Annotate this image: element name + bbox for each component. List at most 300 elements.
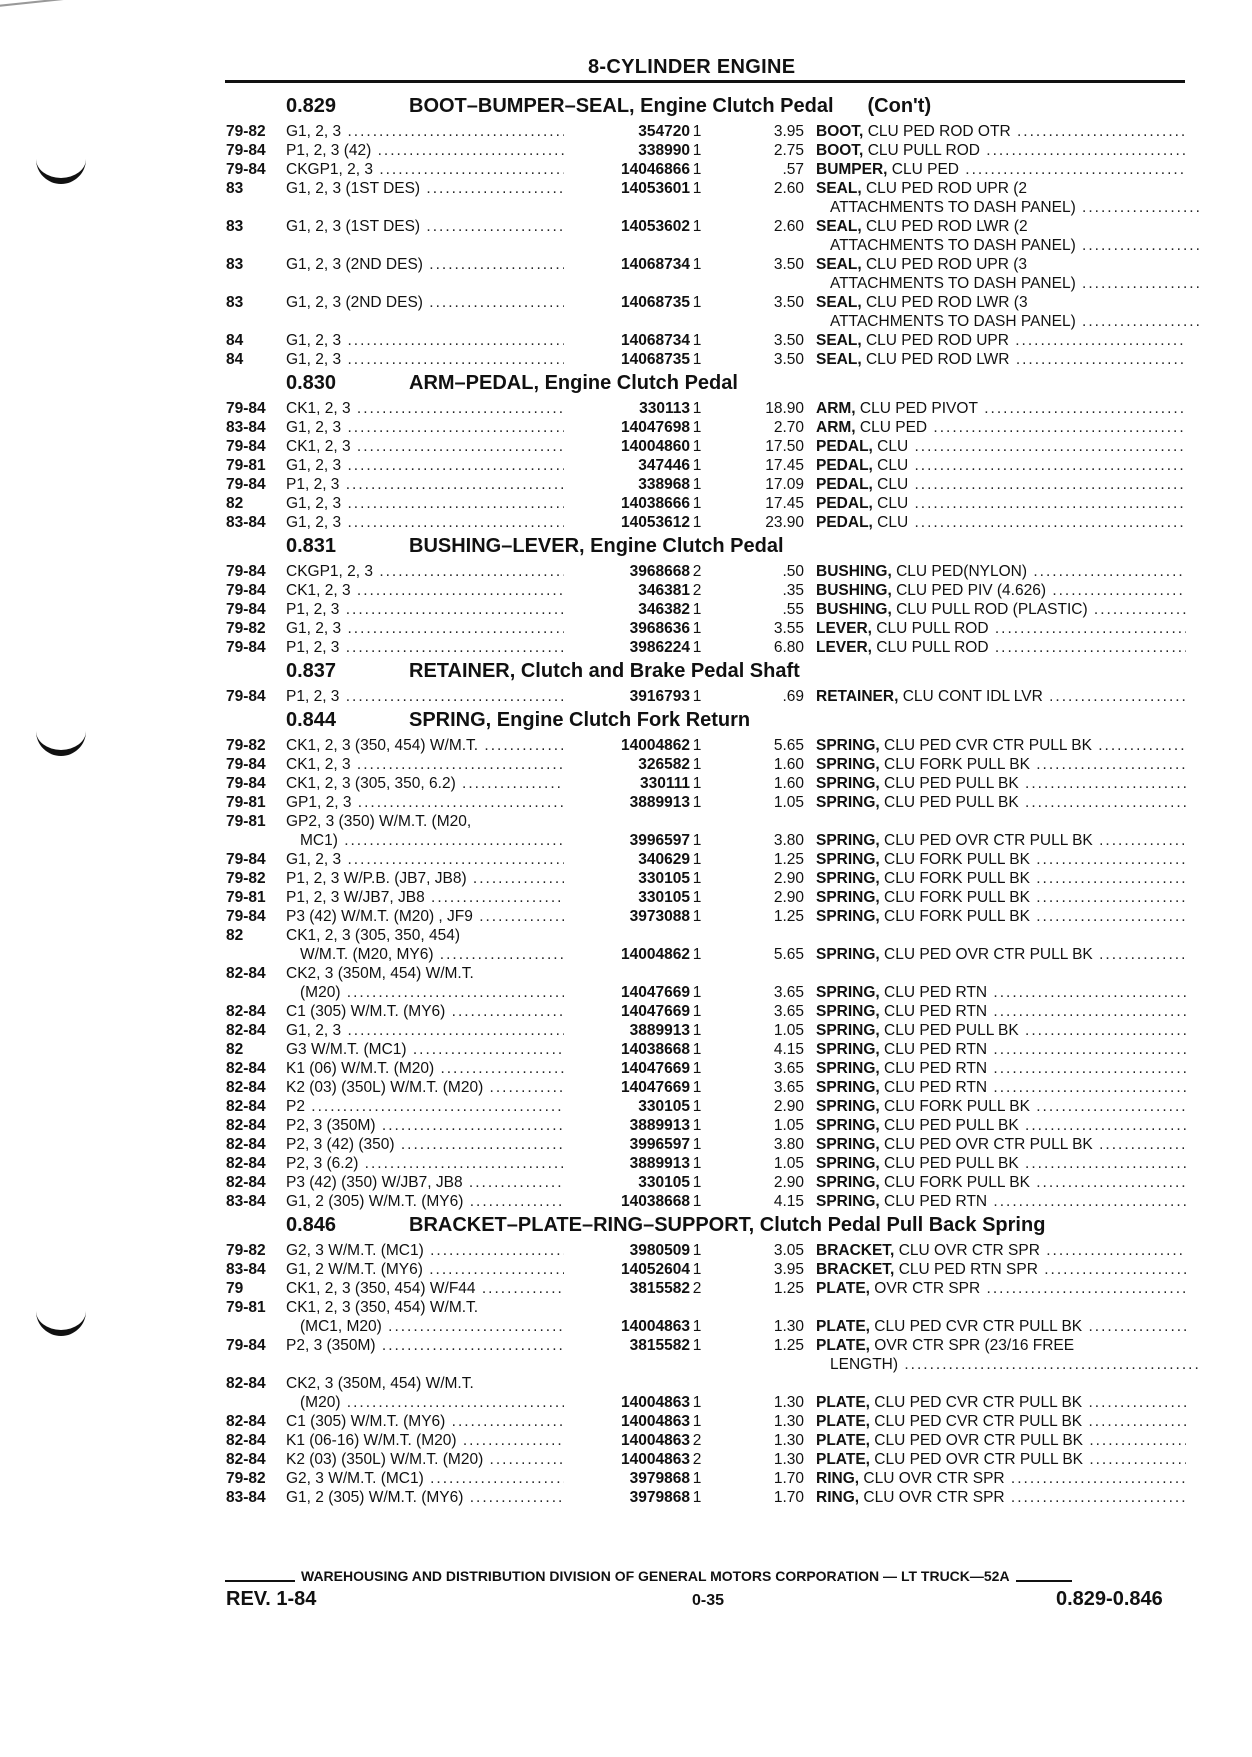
row-application: P2, 3 (350M) .....	[286, 1336, 576, 1355]
row-description	[816, 793, 1186, 812]
row-description-noun: BUSHING,	[816, 563, 892, 580]
row-description	[816, 736, 1186, 755]
section-title-text: ARM–PEDAL, Engine Clutch Pedal	[409, 372, 738, 394]
row-description-text: CLU	[877, 514, 909, 531]
row-description-noun: SEAL,	[816, 351, 862, 368]
row-description-text: CLU PED RTN	[884, 984, 988, 1001]
table-row	[226, 1279, 1186, 1298]
row-years: 83-84	[226, 1489, 266, 1506]
row-price: 5.65	[773, 946, 804, 963]
row-part-number: 3979868	[564, 1488, 690, 1507]
row-application: (M20) .....	[286, 1393, 590, 1412]
row-price: 2.60	[773, 180, 804, 197]
row-years: 79-81	[226, 889, 266, 906]
row-description-noun: PLATE,	[816, 1337, 870, 1354]
row-description	[816, 888, 1186, 907]
row-description	[816, 160, 1186, 179]
row-years: 82-84	[226, 965, 266, 982]
table-row	[226, 1192, 1186, 1211]
row-description-text: CLU PED OVR CTR PULL BK	[884, 946, 1093, 963]
row-years: 79-81	[226, 1299, 266, 1316]
row-description-noun: SPRING,	[816, 1117, 880, 1134]
row-quantity: 1	[692, 620, 702, 637]
table-row	[226, 456, 1186, 475]
row-price: 1.70	[773, 1489, 804, 1506]
row-quantity: 1	[692, 514, 702, 531]
row-description-text: CLU	[877, 457, 909, 474]
row-price: 3.80	[773, 1136, 804, 1153]
row-description-text: CLU PED ROD LWR	[865, 351, 1010, 368]
row-part-number: 14053601	[564, 179, 690, 198]
row-application: G3 W/M.T. (MC1) .....	[286, 1040, 576, 1059]
row-application: G1, 2, 3 .....	[286, 1021, 576, 1040]
row-description-noun: RING,	[816, 1489, 860, 1506]
row-description-text: CLU FORK PULL BK	[884, 889, 1030, 906]
row-description-noun: SPRING,	[816, 1079, 880, 1096]
row-price: .57	[782, 161, 804, 178]
row-description-text: CLU PED CVR CTR PULL BK	[874, 1318, 1083, 1335]
row-description-noun: SPRING,	[816, 1041, 880, 1058]
table-row	[226, 1078, 1186, 1097]
row-price: 1.05	[773, 1117, 804, 1134]
row-description-noun: PLATE,	[816, 1280, 870, 1297]
row-part-number: 14038668	[564, 1192, 690, 1211]
row-description	[816, 774, 1186, 793]
row-quantity: 1	[692, 1413, 702, 1430]
row-description-noun: BRACKET,	[816, 1242, 895, 1259]
row-description-text: CLU PED(NYLON)	[896, 563, 1028, 580]
row-part-number: 3815582	[564, 1279, 690, 1298]
row-application: GP2, 3 (350) W/M.T. (M20,	[286, 813, 472, 830]
row-description-text: CLU PED RTN	[884, 1060, 988, 1077]
row-description	[816, 638, 1186, 657]
row-description	[816, 494, 1186, 513]
row-part-number: 3815582	[564, 1336, 690, 1355]
row-quantity: 1	[692, 1261, 702, 1278]
row-years: 82	[226, 495, 244, 512]
table-row	[226, 1059, 1186, 1078]
footer-rule	[225, 1580, 295, 1582]
row-application: P1, 2, 3 .....	[286, 475, 576, 494]
row-description	[816, 1260, 1186, 1279]
row-description	[816, 1078, 1186, 1097]
row-description	[816, 1488, 1186, 1507]
row-application: CK1, 2, 3 .....	[286, 581, 576, 600]
row-price: 1.25	[773, 908, 804, 925]
section-title	[409, 660, 800, 683]
row-part-number: 346381	[564, 581, 690, 600]
row-description	[816, 255, 1186, 274]
row-description-noun: SPRING,	[816, 1193, 880, 1210]
row-description-text: CLU FORK PULL BK	[884, 870, 1030, 887]
section-title-suffix: (Con't)	[867, 95, 932, 117]
row-years: 79-84	[226, 908, 266, 925]
row-description-text: CLU PED ROD LWR (3	[865, 294, 1028, 311]
table-row	[226, 1469, 1186, 1488]
row-years: 79	[226, 1280, 244, 1297]
row-description-noun: BOOT,	[816, 142, 864, 159]
row-description-text: CLU PULL ROD	[876, 639, 989, 656]
row-years: 79-84	[226, 476, 266, 493]
table-row	[226, 331, 1186, 350]
row-price: .55	[782, 601, 804, 618]
table-row	[226, 1040, 1186, 1059]
table-row	[226, 1317, 1186, 1336]
row-price: 3.80	[773, 832, 804, 849]
row-description-noun: SPRING,	[816, 946, 880, 963]
row-description	[816, 513, 1186, 532]
row-price: 17.09	[765, 476, 804, 493]
row-application: G1, 2, 3 .....	[286, 850, 576, 869]
row-price: 1.25	[773, 1280, 804, 1297]
row-description-text: CLU PED PIVOT	[859, 400, 978, 417]
table-row	[226, 437, 1186, 456]
row-quantity: 1	[692, 1060, 702, 1077]
row-description	[816, 1336, 1186, 1355]
row-description-noun: SPRING,	[816, 889, 880, 906]
row-price: 2.90	[773, 889, 804, 906]
row-application: P1, 2, 3 W/P.B. (JB7, JB8) .....	[286, 869, 576, 888]
row-quantity: 1	[692, 419, 702, 436]
row-application: P3 (42) (350) W/JB7, JB8 .....	[286, 1173, 576, 1192]
row-quantity: 1	[692, 256, 702, 273]
row-part-number: 14004863	[564, 1450, 690, 1469]
row-part-number: 326582	[564, 755, 690, 774]
row-years: 83	[226, 180, 244, 197]
table-row	[226, 1412, 1186, 1431]
row-years: 79-82	[226, 1242, 266, 1259]
row-part-number: 330105	[564, 888, 690, 907]
section-heading	[226, 706, 1186, 736]
row-years: 82-84	[226, 1413, 266, 1430]
row-description-noun: SPRING,	[816, 1155, 880, 1172]
section-title	[409, 95, 931, 118]
row-years: 82	[226, 927, 244, 944]
table-row	[226, 1393, 1186, 1412]
table-row-continuation	[226, 312, 1186, 331]
page-header-title: 8-CYLINDER ENGINE	[588, 56, 796, 78]
row-years: 79-84	[226, 582, 266, 599]
row-description-noun: PEDAL,	[816, 495, 873, 512]
row-description-noun: RING,	[816, 1470, 860, 1487]
row-application: C1 (305) W/M.T. (MY6) .....	[286, 1002, 576, 1021]
row-price: 3.95	[773, 1261, 804, 1278]
row-quantity: 1	[692, 123, 702, 140]
row-description-continuation: ATTACHMENTS TO DASH PANEL) .....	[816, 236, 1200, 255]
row-application: MC1) .....	[286, 831, 590, 850]
row-years: 79-84	[226, 601, 266, 618]
row-description-text: OVR CTR SPR	[874, 1280, 981, 1297]
row-quantity: 1	[692, 1318, 702, 1335]
scan-mark	[0, 0, 91, 21]
row-description	[816, 1393, 1186, 1412]
row-price: 3.50	[773, 256, 804, 273]
row-years: 82-84	[226, 1079, 266, 1096]
row-price: 2.75	[773, 142, 804, 159]
row-part-number: 330113	[564, 399, 690, 418]
row-description	[816, 945, 1186, 964]
section-title-text: RETAINER, Clutch and Brake Pedal Shaft	[409, 660, 800, 682]
row-application: G1, 2, 3 .....	[286, 331, 576, 350]
row-description-text: CLU PED CVR CTR PULL BK	[874, 1413, 1083, 1430]
table-row	[226, 850, 1186, 869]
row-description-text: CLU FORK PULL BK	[884, 908, 1030, 925]
row-quantity: 1	[692, 756, 702, 773]
row-part-number: 14053602	[564, 217, 690, 236]
row-years: 83-84	[226, 1261, 266, 1278]
row-description	[816, 1135, 1186, 1154]
row-part-number: 347446	[564, 456, 690, 475]
section-heading	[226, 657, 1186, 687]
row-quantity: 1	[692, 161, 702, 178]
row-application: GP1, 2, 3 .....	[286, 793, 576, 812]
row-description-noun: SPRING,	[816, 1060, 880, 1077]
row-description	[816, 418, 1186, 437]
table-row	[226, 293, 1186, 312]
table-row	[226, 399, 1186, 418]
row-application: CKGP1, 2, 3 .....	[286, 562, 576, 581]
row-years: 79-84	[226, 756, 266, 773]
row-description-text: CLU PED ROD UPR (3	[865, 256, 1028, 273]
row-description-noun: SPRING,	[816, 775, 880, 792]
table-row	[226, 1097, 1186, 1116]
row-part-number: 14004860	[564, 437, 690, 456]
row-years: 79-84	[226, 400, 266, 417]
row-description	[816, 1173, 1186, 1192]
row-price: 3.95	[773, 123, 804, 140]
row-application: G1, 2, 3 (2ND DES) .....	[286, 293, 576, 312]
row-years: 82-84	[226, 1155, 266, 1172]
row-price: 1.70	[773, 1470, 804, 1487]
row-part-number: 14004863	[564, 1431, 690, 1450]
row-description-continuation: ATTACHMENTS TO DASH PANEL) .....	[816, 198, 1200, 217]
row-description	[816, 1469, 1186, 1488]
row-price: 2.90	[773, 1174, 804, 1191]
table-row	[226, 255, 1186, 274]
row-years: 82-84	[226, 1451, 266, 1468]
row-description-text: CLU OVR CTR SPR	[898, 1242, 1040, 1259]
row-application: P1, 2, 3 (42) .....	[286, 141, 576, 160]
footer-division-text: WAREHOUSING AND DISTRIBUTION DIVISION OF GENERAL MOTORS CORPORATION — LT TRUCK—52A	[301, 1568, 1010, 1584]
row-description	[816, 141, 1186, 160]
row-description	[816, 1154, 1186, 1173]
binder-hole-mark	[36, 722, 86, 756]
row-part-number: 14047669	[564, 1059, 690, 1078]
section-number: 0.846	[286, 1214, 337, 1236]
row-application: G1, 2, 3 .....	[286, 122, 576, 141]
row-application: K1 (06-16) W/M.T. (M20) .....	[286, 1431, 576, 1450]
row-quantity: 1	[692, 1079, 702, 1096]
row-description	[816, 1192, 1186, 1211]
row-price: 2.90	[773, 870, 804, 887]
row-description-noun: PLATE,	[816, 1451, 870, 1468]
row-quantity: 1	[692, 1022, 702, 1039]
row-part-number: 3996597	[564, 831, 690, 850]
row-application: G2, 3 W/M.T. (MC1) .....	[286, 1241, 576, 1260]
row-part-number: 3986224	[564, 638, 690, 657]
table-row	[226, 755, 1186, 774]
table-row	[226, 926, 1186, 945]
row-quantity: 2	[692, 1280, 702, 1297]
table-row	[226, 774, 1186, 793]
row-years: 79-84	[226, 161, 266, 178]
row-part-number: 3980509	[564, 1241, 690, 1260]
row-description-text: CLU PED	[859, 419, 928, 436]
row-years: 82-84	[226, 1432, 266, 1449]
row-price: 5.65	[773, 737, 804, 754]
row-application: G1, 2 (305) W/M.T. (MY6) .....	[286, 1192, 576, 1211]
table-row	[226, 1154, 1186, 1173]
row-years: 79-84	[226, 851, 266, 868]
row-years: 82-84	[226, 1060, 266, 1077]
row-description-text: CLU OVR CTR SPR	[863, 1470, 1005, 1487]
row-application: CK1, 2, 3 .....	[286, 437, 576, 456]
row-price: 3.50	[773, 351, 804, 368]
row-description-noun: SPRING,	[816, 984, 880, 1001]
header-rule	[225, 80, 1185, 83]
row-price: 3.55	[773, 620, 804, 637]
row-quantity: 1	[692, 775, 702, 792]
row-years: 82-84	[226, 1022, 266, 1039]
row-price: 2.70	[773, 419, 804, 436]
row-quantity: 1	[692, 832, 702, 849]
row-part-number: 14046866	[564, 160, 690, 179]
row-price: 4.15	[773, 1193, 804, 1210]
row-price: 4.15	[773, 1041, 804, 1058]
row-description-noun: PLATE,	[816, 1432, 870, 1449]
row-quantity: 1	[692, 946, 702, 963]
row-part-number: 3889913	[564, 1021, 690, 1040]
table-row	[226, 1298, 1186, 1317]
row-description	[816, 600, 1186, 619]
row-years: 82-84	[226, 1003, 266, 1020]
row-part-number: 338990	[564, 141, 690, 160]
row-description-text: CLU PED PULL BK	[884, 1155, 1019, 1172]
row-description-text: CLU PED ROD UPR (2	[865, 180, 1028, 197]
row-quantity: 1	[692, 737, 702, 754]
section-number: 0.831	[286, 535, 337, 557]
row-description-text: CLU FORK PULL BK	[884, 1174, 1030, 1191]
binder-hole-mark	[36, 150, 86, 184]
row-description	[816, 1097, 1186, 1116]
row-quantity: 1	[692, 1470, 702, 1487]
row-price: 17.45	[765, 457, 804, 474]
row-price: 1.25	[773, 1337, 804, 1354]
row-description-noun: SPRING,	[816, 794, 880, 811]
row-quantity: 1	[692, 1041, 702, 1058]
row-quantity: 1	[692, 218, 702, 235]
row-price: 23.90	[765, 514, 804, 531]
row-part-number: 330105	[564, 869, 690, 888]
row-description-text: CLU PED CVR CTR PULL BK	[874, 1394, 1083, 1411]
row-application: CK1, 2, 3 .....	[286, 755, 576, 774]
row-price: 3.50	[773, 294, 804, 311]
row-part-number: 14068734	[564, 255, 690, 274]
row-description-noun: SPRING,	[816, 832, 880, 849]
row-price: 1.05	[773, 794, 804, 811]
row-description	[816, 755, 1186, 774]
row-description	[816, 850, 1186, 869]
row-years: 79-81	[226, 457, 266, 474]
parts-listing	[226, 92, 1186, 1507]
row-years: 83-84	[226, 1193, 266, 1210]
section-heading	[226, 92, 1186, 122]
row-description	[816, 831, 1186, 850]
row-description	[816, 1279, 1186, 1298]
section-title-text: BRACKET–PLATE–RING–SUPPORT, Clutch Pedal Pull Back Spring	[409, 1214, 1046, 1236]
table-row	[226, 638, 1186, 657]
row-quantity: 1	[692, 984, 702, 1001]
table-row	[226, 350, 1186, 369]
row-description-text: CLU PED ROD LWR (2	[865, 218, 1028, 235]
row-part-number: 330111	[564, 774, 690, 793]
row-application: P1, 2, 3 W/JB7, JB8 .....	[286, 888, 576, 907]
row-description	[816, 687, 1186, 706]
table-row	[226, 600, 1186, 619]
section-heading	[226, 369, 1186, 399]
table-row	[226, 1135, 1186, 1154]
row-years: 82	[226, 1041, 244, 1058]
row-years: 79-82	[226, 123, 266, 140]
table-row	[226, 1450, 1186, 1469]
row-application: G1, 2 W/M.T. (MY6) .....	[286, 1260, 576, 1279]
row-years: 79-84	[226, 1337, 266, 1354]
row-description	[816, 562, 1186, 581]
section-heading	[226, 1211, 1186, 1241]
row-years: 82-84	[226, 1136, 266, 1153]
row-application: G1, 2, 3 (1ST DES) .....	[286, 217, 576, 236]
row-description-noun: ARM,	[816, 419, 856, 436]
row-description-text: CLU PED OVR CTR PULL BK	[874, 1451, 1084, 1468]
row-description-noun: SPRING,	[816, 1174, 880, 1191]
row-quantity: 1	[692, 332, 702, 349]
row-quantity: 1	[692, 457, 702, 474]
table-row	[226, 1374, 1186, 1393]
row-description	[816, 437, 1186, 456]
row-description	[816, 1116, 1186, 1135]
row-description	[816, 1040, 1186, 1059]
row-price: 1.30	[773, 1432, 804, 1449]
row-application: (M20) .....	[286, 983, 590, 1002]
row-years: 79-84	[226, 775, 266, 792]
row-application: K2 (03) (350L) W/M.T. (M20) .....	[286, 1078, 576, 1097]
row-quantity: 1	[692, 1242, 702, 1259]
row-application: P1, 2, 3 .....	[286, 687, 576, 706]
row-years: 82-84	[226, 1174, 266, 1191]
page-number: 0-35	[692, 1592, 725, 1609]
row-description-text: CLU PED PIV (4.626)	[896, 582, 1047, 599]
row-description	[816, 1450, 1186, 1469]
row-application: CK2, 3 (350M, 454) W/M.T.	[286, 965, 474, 982]
row-years: 79-84	[226, 688, 266, 705]
section-title-text: SPRING, Engine Clutch Fork Return	[409, 709, 751, 731]
row-years: 83	[226, 256, 244, 273]
row-description-noun: SPRING,	[816, 756, 880, 773]
row-part-number: 14038666	[564, 494, 690, 513]
table-row	[226, 1021, 1186, 1040]
row-years: 79-84	[226, 563, 266, 580]
row-description	[816, 619, 1186, 638]
row-part-number: 14038668	[564, 1040, 690, 1059]
row-description-text: CLU FORK PULL BK	[884, 1098, 1030, 1115]
row-application: CK1, 2, 3 (305, 350, 454)	[286, 927, 461, 944]
row-description-noun: BUSHING,	[816, 582, 892, 599]
row-description-text: CLU PED ROD OTR	[867, 123, 1011, 140]
row-description-text: CLU CONT IDL LVR	[902, 688, 1043, 705]
row-quantity: 1	[692, 1193, 702, 1210]
row-description-noun: PEDAL,	[816, 476, 873, 493]
row-application: G1, 2, 3 (1ST DES) .....	[286, 179, 576, 198]
